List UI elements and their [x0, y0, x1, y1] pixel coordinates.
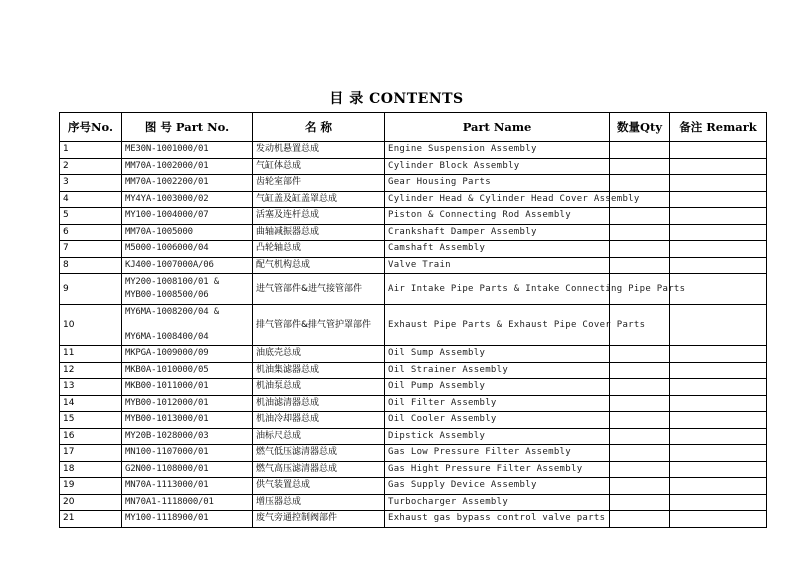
- row-remark: [670, 142, 767, 159]
- row-part-name: Gas Supply Device Assembly: [385, 478, 610, 495]
- row-qty: [610, 445, 670, 462]
- row-seq: 2: [60, 158, 122, 175]
- row-part-no: MM70A-1005000: [122, 224, 253, 241]
- header-qty: 数量Qty: [610, 113, 670, 142]
- row-qty: [610, 346, 670, 363]
- row-seq: 3: [60, 175, 122, 192]
- row-name-cn: 废气旁通控制阀部件: [253, 511, 385, 528]
- row-remark: [670, 191, 767, 208]
- row-remark: [670, 305, 767, 346]
- row-seq: 14: [60, 395, 122, 412]
- row-part-no: G2N00-1108000/01: [122, 461, 253, 478]
- row-seq: 13: [60, 379, 122, 396]
- row-part-no: MN70A1-1118000/01: [122, 494, 253, 511]
- row-name-cn: 机油泵总成: [253, 379, 385, 396]
- table-row: [60, 445, 767, 462]
- row-seq: 11: [60, 346, 122, 363]
- row-name-cn: 气缸盖及缸盖罩总成: [253, 191, 385, 208]
- row-remark: [670, 428, 767, 445]
- row-seq: 19: [60, 478, 122, 495]
- row-name-cn: 活塞及连杆总成: [253, 208, 385, 225]
- row-qty: [610, 395, 670, 412]
- row-part-name: Cylinder Head & Cylinder Head Cover Assembly: [385, 191, 610, 208]
- row-seq: 5: [60, 208, 122, 225]
- table-row: [60, 395, 767, 412]
- row-part-name: Piston & Connecting Rod Assembly: [385, 208, 610, 225]
- row-qty: [610, 511, 670, 528]
- row-part-no: M5000-1006000/04: [122, 241, 253, 258]
- row-part-name: Oil Cooler Assembly: [385, 412, 610, 429]
- row-name-cn: 排气管部件&排气管护罩部件: [253, 305, 385, 346]
- row-part-name: Exhaust gas bypass control valve parts: [385, 511, 610, 528]
- row-qty: [610, 158, 670, 175]
- table-row: [60, 511, 767, 528]
- row-seq: 10: [60, 305, 122, 346]
- row-name-cn: 机油冷却器总成: [253, 412, 385, 429]
- page-title: 目 录 CONTENTS: [329, 91, 464, 107]
- row-remark: [670, 257, 767, 274]
- row-part-no: KJ400-1007000A/06: [122, 257, 253, 274]
- row-seq: 4: [60, 191, 122, 208]
- row-part-no: MKPGA-1009000/09: [122, 346, 253, 363]
- table-row: [60, 379, 767, 396]
- row-part-no: MY100-1004000/07: [122, 208, 253, 225]
- row-remark: [670, 395, 767, 412]
- table-row: [60, 478, 767, 495]
- row-name-cn: 曲轴减振器总成: [253, 224, 385, 241]
- row-remark: [670, 208, 767, 225]
- row-qty: [610, 478, 670, 495]
- row-part-name: Crankshaft Damper Assembly: [385, 224, 610, 241]
- row-name-cn: 齿轮室部件: [253, 175, 385, 192]
- row-seq: 21: [60, 511, 122, 528]
- row-part-name: Dipstick Assembly: [385, 428, 610, 445]
- row-part-name: Engine Suspension Assembly: [385, 142, 610, 159]
- row-part-name: Oil Pump Assembly: [385, 379, 610, 396]
- row-name-cn: 燃气低压滤清器总成: [253, 445, 385, 462]
- table-row: [60, 142, 767, 159]
- table-row: [60, 494, 767, 511]
- row-part-no: [122, 305, 253, 346]
- contents-table: [59, 112, 767, 528]
- table-row: [60, 346, 767, 363]
- row-part-name: Cylinder Block Assembly: [385, 158, 610, 175]
- table-row: [60, 428, 767, 445]
- row-qty: [610, 428, 670, 445]
- row-part-name: Gas Hight Pressure Filter Assembly: [385, 461, 610, 478]
- row-part-name: Turbocharger Assembly: [385, 494, 610, 511]
- row-part-name: Gear Housing Parts: [385, 175, 610, 192]
- header-name-cn: 名 称: [253, 113, 385, 142]
- table-row: [60, 158, 767, 175]
- row-seq: 8: [60, 257, 122, 274]
- row-name-cn: 供气装置总成: [253, 478, 385, 495]
- row-qty: [610, 362, 670, 379]
- table-row: [60, 461, 767, 478]
- row-part-no: MY100-1118900/01: [122, 511, 253, 528]
- row-part-name: Oil Sump Assembly: [385, 346, 610, 363]
- row-qty: [610, 175, 670, 192]
- row-part-no-line2: MYB00-1008500/06: [125, 290, 209, 300]
- row-name-cn: 凸轮轴总成: [253, 241, 385, 258]
- row-qty: [610, 241, 670, 258]
- row-name-cn: 发动机悬置总成: [253, 142, 385, 159]
- row-qty: [610, 494, 670, 511]
- row-name-cn: 油标尺总成: [253, 428, 385, 445]
- row-seq: 18: [60, 461, 122, 478]
- row-part-no: MM70A-1002200/01: [122, 175, 253, 192]
- row-seq: 6: [60, 224, 122, 241]
- row-part-name: Oil Strainer Assembly: [385, 362, 610, 379]
- table-row: [60, 241, 767, 258]
- row-qty: [610, 412, 670, 429]
- row-remark: [670, 346, 767, 363]
- row-part-no: MYB00-1013000/01: [122, 412, 253, 429]
- row-part-no: MM70A-1002000/01: [122, 158, 253, 175]
- row-qty: [610, 379, 670, 396]
- row-remark: [670, 241, 767, 258]
- row-name-cn: 配气机构总成: [253, 257, 385, 274]
- header-part-name: Part Name: [385, 113, 610, 142]
- row-part-name: Exhaust Pipe Parts & Exhaust Pipe Cover Parts: [385, 305, 610, 346]
- row-part-no-line2: MY6MA-1008400/04: [125, 332, 209, 342]
- row-seq: 1: [60, 142, 122, 159]
- row-part-no: MKB0A-1010000/05: [122, 362, 253, 379]
- row-seq: 20: [60, 494, 122, 511]
- header-seq: 序号No.: [60, 113, 122, 142]
- table-row: [60, 257, 767, 274]
- table-row: [60, 274, 767, 305]
- row-seq: 7: [60, 241, 122, 258]
- row-qty: [610, 208, 670, 225]
- row-part-name: Camshaft Assembly: [385, 241, 610, 258]
- row-remark: [670, 511, 767, 528]
- row-seq: 16: [60, 428, 122, 445]
- row-seq: 15: [60, 412, 122, 429]
- table-row: [60, 412, 767, 429]
- table-row: [60, 208, 767, 225]
- row-seq: 9: [60, 274, 122, 305]
- row-part-no: MN100-1107000/01: [122, 445, 253, 462]
- row-seq: 17: [60, 445, 122, 462]
- row-remark: [670, 494, 767, 511]
- row-seq: 12: [60, 362, 122, 379]
- row-remark: [670, 445, 767, 462]
- row-remark: [670, 175, 767, 192]
- row-part-no: MY20B-1028000/03: [122, 428, 253, 445]
- row-part-name: Gas Low Pressure Filter Assembly: [385, 445, 610, 462]
- row-name-cn: 机油滤清器总成: [253, 395, 385, 412]
- row-qty: [610, 461, 670, 478]
- row-remark: [670, 379, 767, 396]
- row-part-no: MKB00-1011000/01: [122, 379, 253, 396]
- row-qty: [610, 224, 670, 241]
- table-row: [60, 175, 767, 192]
- row-remark: [670, 478, 767, 495]
- row-remark: [670, 412, 767, 429]
- table-row: [60, 305, 767, 346]
- row-name-cn: 燃气高压滤清器总成: [253, 461, 385, 478]
- row-part-no: MN70A-1113000/01: [122, 478, 253, 495]
- row-name-cn: 气缸体总成: [253, 158, 385, 175]
- row-part-no: [122, 274, 253, 305]
- row-remark: [670, 158, 767, 175]
- header-remark: 备注 Remark: [670, 113, 767, 142]
- row-name-cn: 进气管部件&进气接管部件: [253, 274, 385, 305]
- header-row: [60, 113, 767, 142]
- row-name-cn: 增压器总成: [253, 494, 385, 511]
- header-part-no: 图 号 Part No.: [122, 113, 253, 142]
- row-part-no-line1: MY6MA-1008200/04 &: [125, 307, 219, 317]
- row-part-no: MY4YA-1003000/02: [122, 191, 253, 208]
- table-row: [60, 191, 767, 208]
- row-part-name: Oil Filter Assembly: [385, 395, 610, 412]
- table-row: [60, 362, 767, 379]
- row-remark: [670, 461, 767, 478]
- row-qty: [610, 257, 670, 274]
- row-part-no-line1: MY200-1008100/01 &: [125, 277, 219, 287]
- row-remark: [670, 362, 767, 379]
- table-row: [60, 224, 767, 241]
- row-qty: [610, 142, 670, 159]
- row-part-name: Air Intake Pipe Parts & Intake Connecting Pipe Parts: [385, 274, 610, 305]
- row-remark: [670, 224, 767, 241]
- row-name-cn: 机油集滤器总成: [253, 362, 385, 379]
- row-name-cn: 油底壳总成: [253, 346, 385, 363]
- row-part-no: ME30N-1001000/01: [122, 142, 253, 159]
- row-part-no: MYB00-1012000/01: [122, 395, 253, 412]
- row-part-name: Valve Train: [385, 257, 610, 274]
